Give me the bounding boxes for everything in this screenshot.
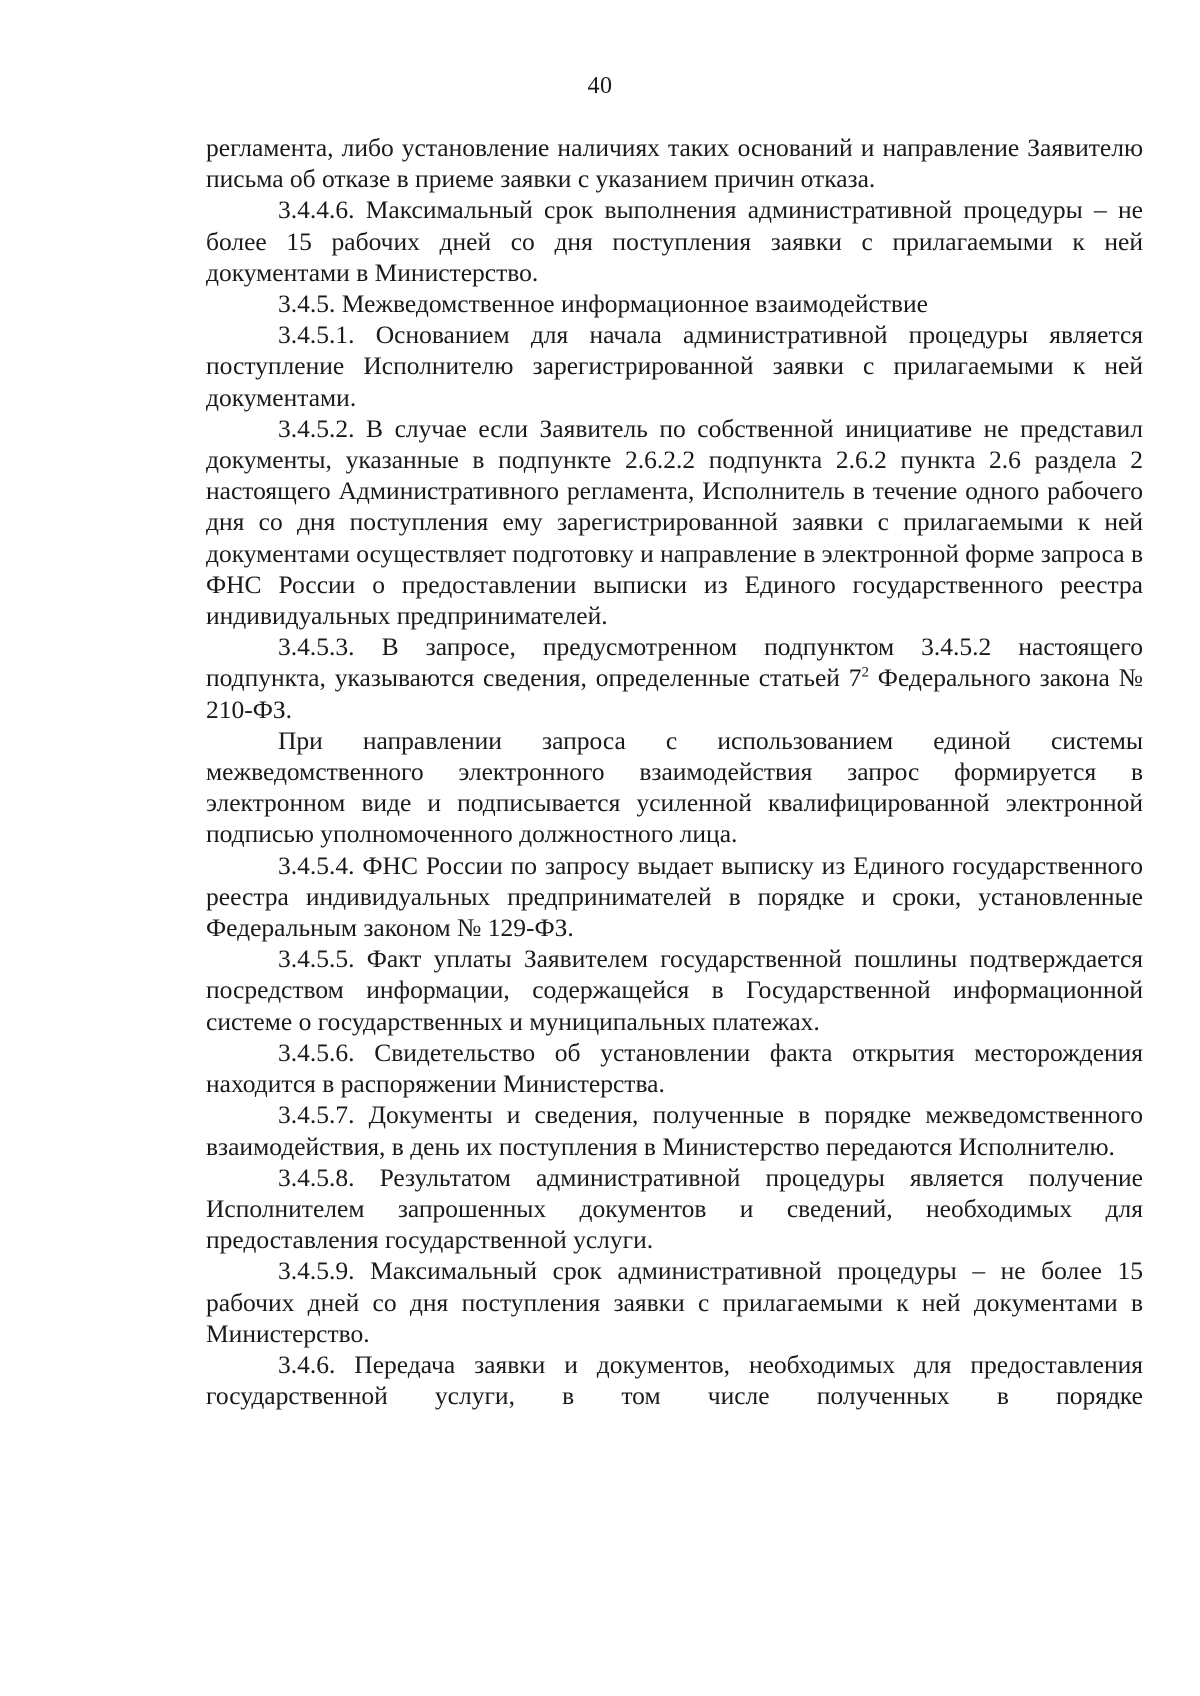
paragraph-3-4-5-4: 3.4.5.4. ФНС России по запросу выдает выписку из Единого государственного реестра индивидуальных предпринимателей в порядке и сроки, установленные Федеральным законом № 129-ФЗ. (206, 850, 1143, 943)
paragraph-3-4-5-2: 3.4.5.2. В случае если Заявитель по собственной инициативе не представил документы, указанные в подпункте 2.6.2.2 подпункта 2.6.2 пункта 2.6 раздела 2 настоящего Административного регламента, Исполнитель в течение одного рабочего дня со дня поступления ему зарегистрированной заявки с прилагаемыми к ней документами осуществляет подготовку и направление в электронной форме запроса в ФНС России о предоставлении выписки из Единого государственного реестра индивидуальных предпринимателей. (206, 413, 1143, 631)
superscript-article-number: 2 (861, 664, 869, 681)
paragraph-3-4-6: 3.4.6. Передача заявки и документов, необходимых для предоставления государственной услуги, в том числе полученных в порядке (206, 1349, 1143, 1411)
paragraph-3-4-5-3-text-after: Федерального закона № 210-ФЗ. (206, 663, 1143, 724)
paragraph-3-4-4-6: 3.4.4.6. Максимальный срок выполнения административной процедуры – не более 15 рабочих дней со дня поступления заявки с прилагаемыми к ней документами в Министерство. (206, 195, 1143, 287)
paragraph-request-electronic-system: При направлении запроса с использованием единой системы межведомственного электронного взаимодействия запрос формируется в электронном виде и подписывается усиленной квалифицированной электронной подписью уполномоченного должностного лица. (206, 725, 1143, 849)
document-body (206, 132, 1143, 1411)
paragraph-3-4-5-9: 3.4.5.9. Максимальный срок административной процедуры – не более 15 рабочих дней со дня поступления заявки с прилагаемыми к ней документами в Министерство. (206, 1256, 1143, 1348)
page-number: 40 (587, 73, 613, 99)
paragraph-3-4-5-3 (206, 631, 1143, 725)
paragraph-continuation: регламента, либо установление наличиях таких оснований и направление Заявителю письма об отказе в приеме заявки с указанием причин отказа. (206, 133, 1143, 194)
paragraph-3-4-5-3-text-before: 3.4.5.3. В запросе, предусмотренном подпунктом 3.4.5.2 настоящего подпункта, указываются сведения, определенные статьей 7 (206, 632, 1143, 693)
paragraph-3-4-5-8: 3.4.5.8. Результатом административной процедуры является получение Исполнителем запрошенных документов и сведений, необходимых для предоставления государственной услуги. (206, 1162, 1143, 1255)
paragraph-3-4-5-1: 3.4.5.1. Основанием для начала административной процедуры является поступление Исполнителю зарегистрированной заявки с прилагаемыми к ней документами. (206, 320, 1143, 412)
paragraph-3-4-5-7: 3.4.5.7. Документы и сведения, полученные в порядке межведомственного взаимодействия, в день их поступления в Министерство передаются Исполнителю. (206, 1100, 1143, 1161)
paragraph-3-4-5-6: 3.4.5.6. Свидетельство об установлении факта открытия месторождения находится в распоряжении Министерства. (206, 1037, 1143, 1099)
section-heading-3-4-5: 3.4.5. Межведомственное информационное взаимодействие (278, 289, 928, 319)
paragraph-3-4-5-5: 3.4.5.5. Факт уплаты Заявителем государственной пошлины подтверждается посредством информации, содержащейся в Государственной информационной системе о государственных и муниципальных платежах. (206, 944, 1143, 1036)
